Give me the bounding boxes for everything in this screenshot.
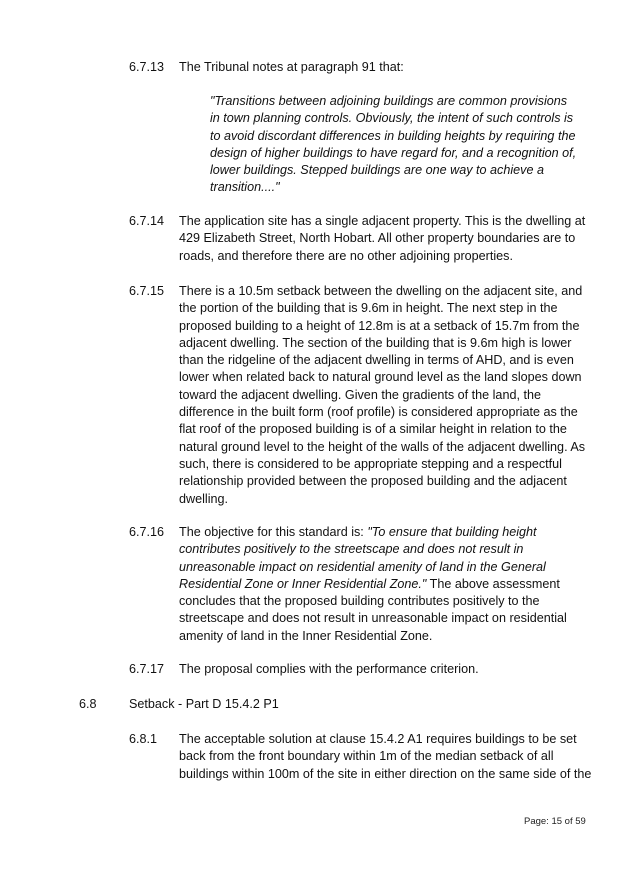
text-line: toward the adjacent dwelling. Given the gradients of the land, the [179,387,541,402]
para-text-6-7-17: The proposal complies with the performance criterion. [179,662,479,676]
assessment-text: The above assessment [426,576,560,591]
objective-intro: The objective for this standard is: [179,525,368,539]
text-line [179,524,589,541]
tribunal-quote [210,93,590,197]
para-text-6-7-16 [179,524,589,645]
text-line: the portion of the building that is 9.6m in height. The next step in the [179,301,558,316]
para-number-6-8-1: 6.8.1 [129,732,158,746]
quote-line: design of higher buildings to have regard for, and a recognition of, [210,145,577,160]
text-line: streetscape and does not result in unreasonable impact on residential [179,611,567,626]
para-number-6-7-13: 6.7.13 [129,60,165,74]
text-line: roads, and therefore there are no other adjoining properties. [179,248,513,263]
para-number-6-7-17: 6.7.17 [129,662,165,676]
text-line: dwelling. [179,491,229,506]
objective-quote: unreasonable impact on residential amenity of land in the General [179,559,546,574]
quote-line: to avoid discordant differences in building heights by requiring the [210,128,576,143]
text-line: lower when related back to natural ground level as the land slopes down [179,370,582,385]
section-title-6-8: Setback - Part D 15.4.2 P1 [129,697,279,711]
para-number-6-7-16: 6.7.16 [129,525,165,539]
text-line: natural ground level to the height of the walls of the adjacent dwelling. As [179,439,586,454]
quote-line: "Transitions between adjoining buildings are common provisions [210,94,568,108]
text-line [179,576,589,593]
quote-line: transition...." [210,180,280,195]
para-text-6-7-15 [179,283,589,508]
quote-line: lower buildings. Stepped buildings are one way to achieve a [210,163,544,178]
para-number-6-7-14: 6.7.14 [129,214,165,228]
text-line: adjacent dwelling. The section of the building that is 9.6m high is lower [179,335,572,350]
text-line [179,541,589,558]
text-line: There is a 10.5m setback between the dwelling on the adjacent site, and [179,284,583,298]
text-line: amenity of land in the Inner Residential Zone. [179,628,433,643]
text-line: such, there is considered to be appropriate stepping and a respectful [179,456,562,471]
text-line: 429 Elizabeth Street, North Hobart. All other property boundaries are to [179,231,576,246]
para-text-6-8-1 [179,731,592,783]
text-line: flat roof of the proposed building is of a similar height in relation to the [179,422,567,437]
text-line: buildings within 100m of the site in either direction on the same side of the [179,766,592,781]
text-line: concludes that the proposed building contributes positively to the [179,594,540,609]
quote-line: in town planning controls. Obviously, the intent of such controls is [210,111,574,126]
text-line [179,559,589,576]
objective-quote: Residential Zone or Inner Residential Zone." [179,576,427,591]
text-line: than the ridgeline of the adjacent dwelling in terms of AHD, and is even [179,353,574,368]
text-line: proposed building to a height of 12.8m is at a setback of 15.7m from the [179,318,580,333]
section-number-6-8: 6.8 [79,697,97,711]
text-line: relationship provided between the proposed building and the adjacent [179,474,567,489]
para-text-6-7-13: The Tribunal notes at paragraph 91 that: [179,60,404,74]
text-line: back from the front boundary within 1m of the median setback of all [179,749,554,764]
para-number-6-7-15: 6.7.15 [129,284,165,298]
objective-quote: contributes positively to the streetscape and does not result in [179,542,524,557]
text-line: difference in the built form (roof profile) is considered appropriate as the [179,405,578,420]
text-line: The application site has a single adjacent property. This is the dwelling at [179,214,586,228]
objective-quote: "To ensure that building height [367,525,537,539]
page-number: Page: 15 of 59 [524,816,586,827]
para-text-6-7-14 [179,213,589,265]
text-line: The acceptable solution at clause 15.4.2 A1 requires buildings to be set [179,732,577,746]
